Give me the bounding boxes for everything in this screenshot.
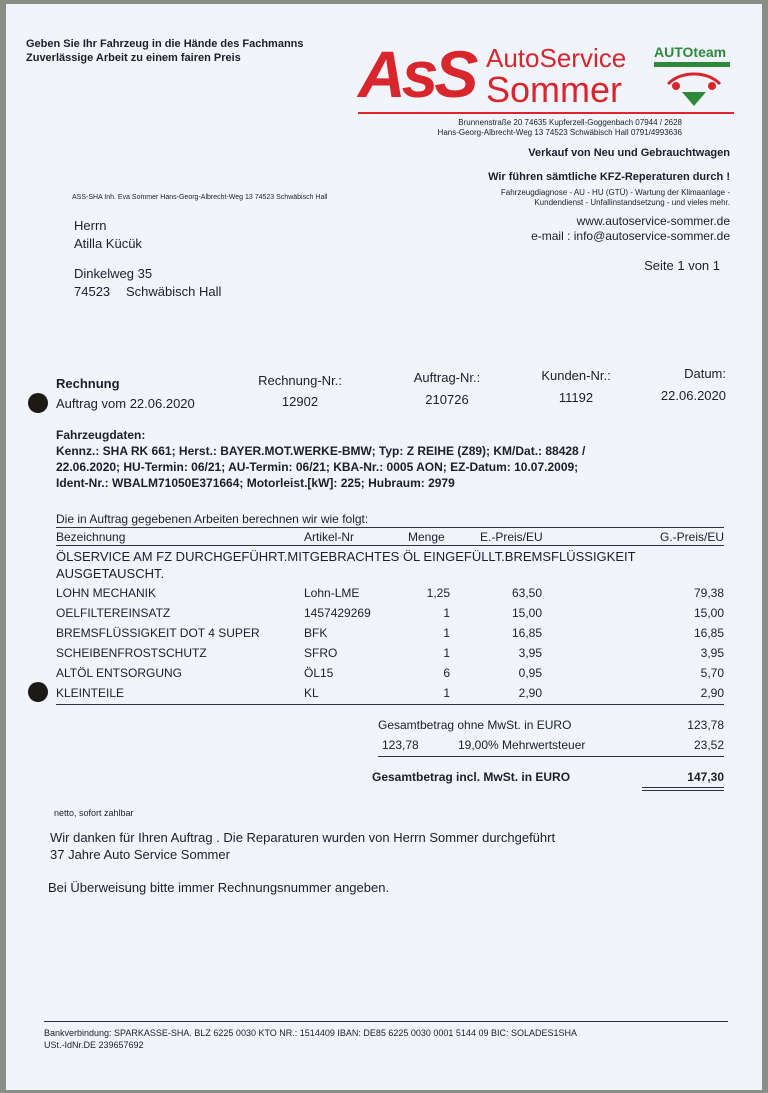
badge-bar (654, 62, 730, 67)
thanks-line-1: Wir danken für Ihren Auftrag . Die Reparaturen wurden von Herrn Sommer durchgeführt (50, 830, 556, 845)
recipient-street: Dinkelweg 35 (74, 266, 153, 281)
item-total-price: 3,95 (700, 646, 724, 660)
item-name: ALTÖL ENTSORGUNG (56, 666, 183, 680)
footer-rule (44, 1021, 728, 1022)
item-unit-price: 63,50 (511, 586, 542, 600)
col-header-unit-price: E.-Preis/EU (480, 530, 543, 544)
customer-number-value: 11192 (558, 390, 594, 405)
col-header-description: Bezeichnung (56, 530, 126, 544)
vehicle-heading: Fahrzeugdaten: (56, 428, 146, 442)
company-tagline-1: Verkauf von Neu und Gebrauchtwagen (528, 147, 730, 159)
item-name: LOHN MECHANIK (56, 586, 157, 600)
vehicle-line-2: 22.06.2020; HU-Termin: 06/21; AU-Termin: 06/21; KBA-Nr.: 0005 AON; EZ-Datum: 10.07.2009; (56, 460, 579, 474)
recipient-zip: 74523 (74, 284, 111, 299)
recipient-city: Schwäbisch Hall (126, 284, 222, 299)
company-address-1: Brunnenstraße 20 74635 Kupferzell-Goggenbach 07944 / 2628 (458, 118, 682, 127)
item-article: BFK (304, 626, 328, 640)
vehicle-line-1: Kennz.: SHA RK 661; Herst.: BAYER.MOT.WERKE-BMW; Typ: Z REIHE (Z89); KM/Dat.: 88428 / (56, 444, 586, 458)
work-description-1: ÖLSERVICE AM FZ DURCHGEFÜHRT.MITGEBRACHTES ÖL EINGEFÜLLT.BREMSFLÜSSIGKEIT (56, 549, 636, 564)
gross-total-value: 147,30 (687, 770, 724, 784)
item-qty: 1 (443, 646, 450, 660)
slogan-line-2: Zuverlässige Arbeit zu einem fairen Preis (26, 52, 241, 64)
gross-double-rule-1 (642, 787, 724, 788)
logo-name-1: AutoService (486, 43, 627, 73)
item-qty: 1,25 (426, 586, 450, 600)
item-total-price: 79,38 (693, 586, 724, 600)
item-unit-price: 3,95 (518, 646, 542, 660)
order-number-value: 210726 (425, 392, 469, 407)
totals-rule (378, 756, 724, 757)
item-total-price: 15,00 (693, 606, 724, 620)
item-unit-price: 16,85 (511, 626, 542, 640)
item-total-price: 2,90 (700, 686, 724, 700)
work-description-2: AUSGETAUSCHT. (56, 566, 165, 581)
item-article: ÖL15 (304, 666, 334, 680)
company-tagline-2: Wir führen sämtliche KFZ-Reperaturen durch ! (488, 171, 730, 183)
gross-double-rule-2 (642, 790, 724, 791)
invoice-title: Rechnung (56, 376, 120, 391)
logo-mark: AsS (358, 37, 475, 111)
item-name: BREMSFLÜSSIGKEIT DOT 4 SUPER (56, 626, 260, 640)
vat-base: 123,78 (382, 738, 419, 752)
transfer-note: Bei Überweisung bitte immer Rechnungsnummer angeben. (48, 880, 390, 895)
company-logo (358, 38, 734, 118)
item-qty: 6 (443, 666, 450, 680)
item-name: SCHEIBENFROSTSCHUTZ (56, 646, 207, 660)
item-article: KL (304, 686, 319, 700)
logo-name-2: Sommer (486, 69, 623, 110)
col-header-qty: Menge (408, 530, 445, 544)
autoteam-badge: AUTOteam (654, 44, 727, 60)
item-unit-price: 15,00 (511, 606, 542, 620)
company-services-2: Kundendienst - Unfallinstandsetzung - und vieles mehr. (534, 198, 730, 207)
col-header-total-price: G.-Preis/EU (659, 530, 724, 544)
gross-total-label: Gesamtbetrag incl. MwSt. in EURO (372, 770, 571, 784)
item-article: SFRO (304, 646, 338, 660)
vat-label: 19,00% Mehrwertsteuer (458, 738, 586, 752)
item-name: OELFILTEREINSATZ (56, 606, 171, 620)
net-total-value: 123,78 (687, 718, 724, 732)
page-info: Seite 1 von 1 (644, 258, 720, 273)
item-qty: 1 (443, 606, 450, 620)
item-name: KLEINTEILE (56, 686, 125, 700)
company-website: www.autoservice-sommer.de (576, 214, 730, 228)
table-intro: Die in Auftrag gegebenen Arbeiten berechnen wir wie folgt: (56, 512, 369, 526)
vehicle-line-3: Ident-Nr.: WBALM71050E371664; Motorleist.[kW]: 225; Hubraum: 2979 (56, 476, 455, 490)
order-date-line: Auftrag vom 22.06.2020 (56, 396, 195, 411)
payment-terms: netto, sofort zahlbar (54, 808, 134, 818)
order-number-label: Auftrag-Nr.: (413, 370, 481, 385)
logo-underline (358, 112, 734, 114)
invoice-number-label: Rechnung-Nr.: (258, 373, 342, 388)
company-address-2: Hans-Georg-Albrecht-Weg 13 74523 Schwäbisch Hall 0791/4993636 (437, 128, 682, 137)
table-top-rule (56, 527, 724, 528)
item-unit-price: 0,95 (518, 666, 542, 680)
punch-hole-top (28, 393, 48, 413)
invoice-sheet (6, 4, 762, 1090)
table-header-rule (56, 545, 724, 546)
date-value: 22.06.2020 (660, 388, 726, 403)
company-email: e-mail : info@autoservice-sommer.de (531, 229, 730, 243)
invoice-number-value: 12902 (281, 394, 319, 409)
customer-number-label: Kunden-Nr.: (541, 368, 611, 383)
company-services-1: Fahrzeugdiagnose - AU - HU (GTÜ) - Wartung der Klimaanlage - (500, 188, 730, 197)
item-article: Lohn-LME (304, 586, 360, 600)
table-bottom-rule (56, 704, 724, 705)
recipient-name: Atilla Kücük (74, 236, 142, 251)
net-total-label: Gesamtbetrag ohne MwSt. in EURO (378, 718, 572, 732)
recipient-salutation: Herrn (74, 218, 107, 233)
vat-id: USt.-IdNr.DE 239657692 (44, 1040, 144, 1050)
item-qty: 1 (443, 626, 450, 640)
item-total-price: 16,85 (693, 626, 724, 640)
punch-hole-bottom (28, 682, 48, 702)
item-total-price: 5,70 (700, 666, 724, 680)
date-label: Datum: (684, 366, 726, 381)
bank-details: Bankverbindung: SPARKASSE-SHA. BLZ 6225 0030 KTO NR.: 1514409 IBAN: DE85 6225 0030 0001 5144 09 BIC: SOLADES1SHA (44, 1028, 577, 1038)
sender-line: ASS-SHA Inh. Eva Sommer Hans-Georg-Albrecht-Weg 13 74523 Schwäbisch Hall (72, 194, 328, 201)
slogan-line-1: Geben Sie Ihr Fahrzeug in die Hände des Fachmanns (26, 38, 304, 50)
item-unit-price: 2,90 (518, 686, 542, 700)
col-header-article: Artikel-Nr (304, 530, 354, 544)
item-article: 1457429269 (304, 606, 371, 620)
car-icon (662, 68, 726, 112)
item-qty: 1 (443, 686, 450, 700)
thanks-line-2: 37 Jahre Auto Service Sommer (50, 847, 230, 862)
vat-value: 23,52 (693, 738, 724, 752)
